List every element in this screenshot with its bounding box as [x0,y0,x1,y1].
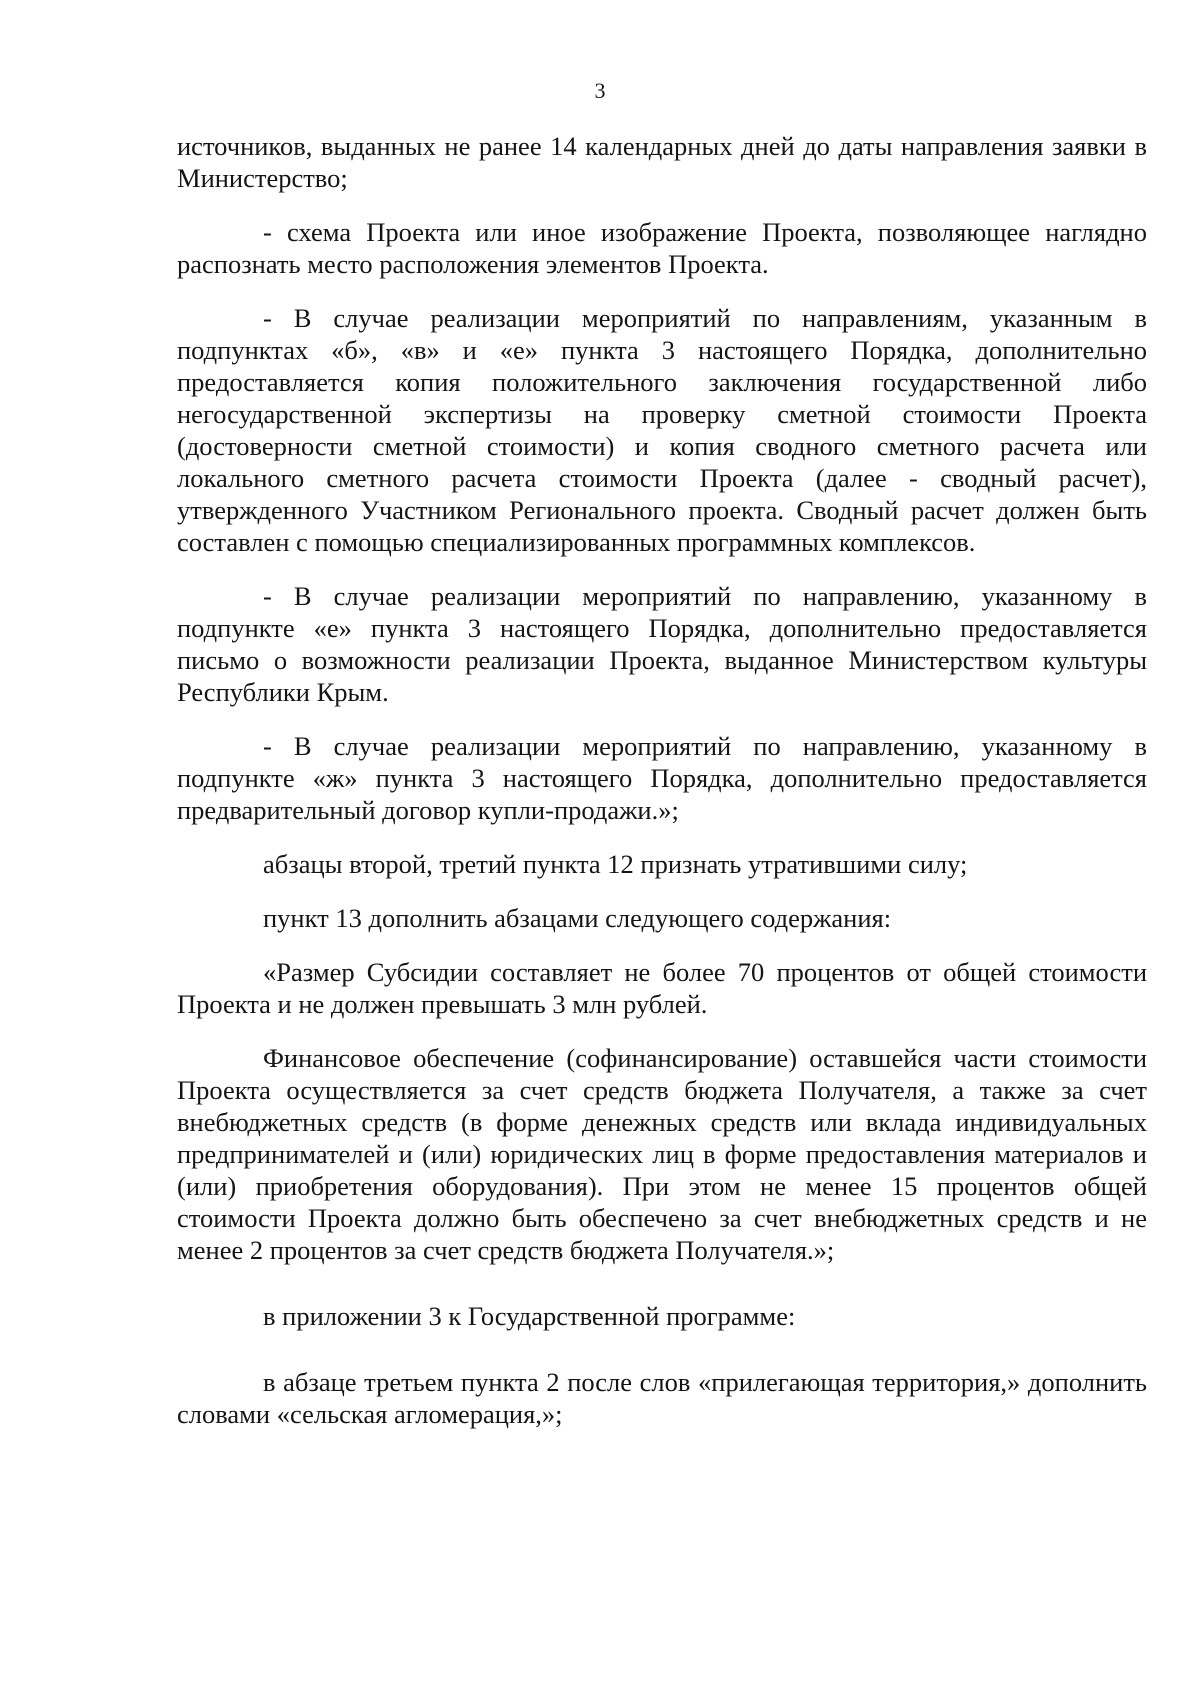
paragraph-culture-ministry-letter: - В случае реализации мероприятий по направлению, указанному в подпункте «е» пункта 3 настоящего Порядка, дополнительно предоставляется письмо о возможности реализации Проекта, выданное Министерством культуры Республики Крым. [177,581,1147,707]
document-body [177,130,1147,1452]
paragraph-subsidy-size: «Размер Субсидии составляет не более 70 процентов от общей стоимости Проекта и не должен превышать 3 млн рублей. [177,957,1147,1019]
paragraph-point-12: абзацы второй, третий пункта 12 признать утратившими силу; [263,849,968,879]
paragraph-point-2-amendment: в абзаце третьем пункта 2 после слов «прилегающая территория,» дополнить словами «сельская агломерация,»; [177,1367,1147,1429]
paragraph-cofinancing: Финансовое обеспечение (софинансирование) оставшейся части стоимости Проекта осуществляется за счет средств бюджета Получателя, а также за счет внебюджетных средств (в форме денежных средств или вклада индивидуальных предпринимателей и (или) юридических лиц в форме предоставления материалов и (или) приобретения оборудования). При этом не менее 15 процентов общей стоимости Проекта должно быть обеспечено за счет внебюджетных средств и не менее 2 процентов за счет средств бюджета Получателя.»; [177,1043,1147,1265]
paragraph-expertise-copy: - В случае реализации мероприятий по направлениям, указанным в подпунктах «б», «в» и «е» пункта 3 настоящего Порядка, дополнительно предоставляется копия положительного заключения государственной либо негосударственной экспертизы на проверку сметной стоимости Проекта (достоверности сметной стоимости) и копия сводного сметного расчета или локального сметного расчета стоимости Проекта (далее - сводный расчет), утвержденного Участником Регионального проекта. Сводный расчет должен быть составлен с помощью специализированных программных комплексов. [177,303,1147,557]
paragraph-continuation: источников, выданных не ранее 14 календарных дней до даты направления заявки в Министерство; [177,131,1147,193]
paragraph-project-scheme: - схема Проекта или иное изображение Проекта, позволяющее наглядно распознать место расположения элементов Проекта. [177,217,1147,279]
paragraph-appendix-3: в приложении 3 к Государственной программе: [263,1301,796,1331]
paragraph-purchase-contract: - В случае реализации мероприятий по направлению, указанному в подпункте «ж» пункта 3 настоящего Порядка, дополнительно предоставляется предварительный договор купли-продажи.»; [177,731,1147,825]
paragraph-point-13: пункт 13 дополнить абзацами следующего содержания: [263,903,892,933]
page-number: 3 [594,78,606,103]
